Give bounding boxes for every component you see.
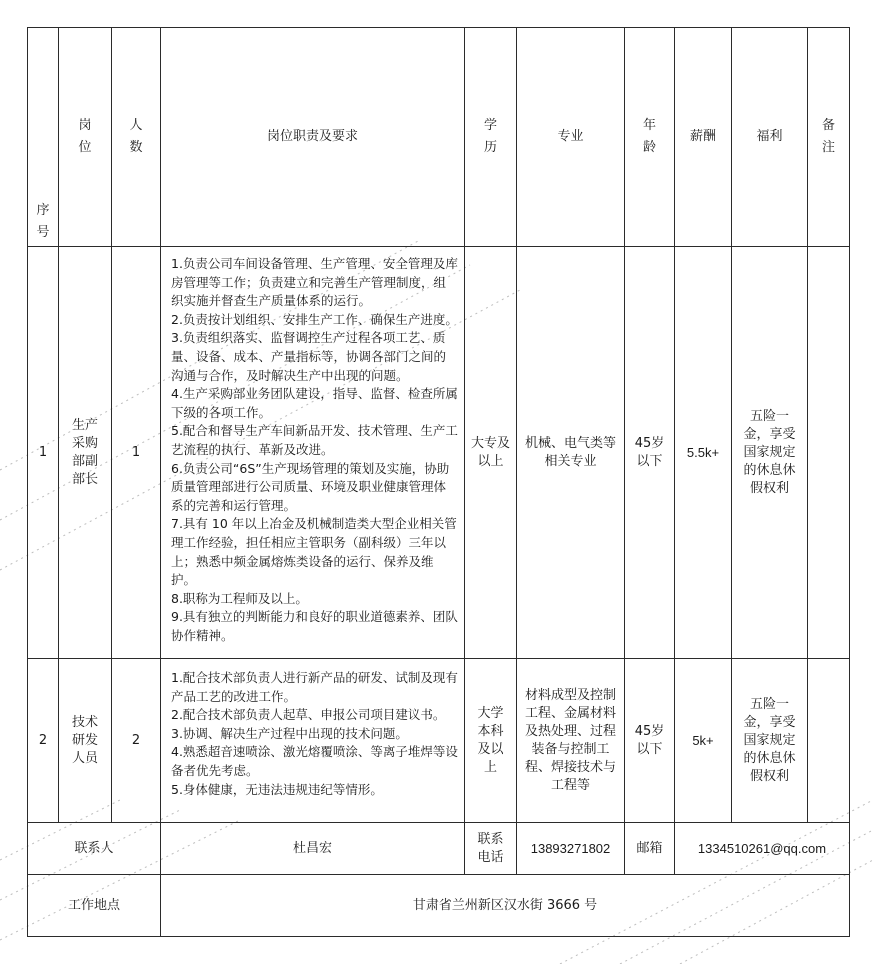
duty-line: 4.生产采购部业务团队建设，指导、监督、检查所属下级的各项工作。 — [171, 386, 458, 420]
row2-age — [625, 659, 675, 823]
row1-remarks — [808, 247, 850, 659]
row1-count: 1 — [112, 247, 161, 659]
location-row — [28, 875, 850, 937]
table-row — [28, 659, 850, 823]
header-position — [59, 28, 112, 247]
duty-line: 3.负责组织落实、监督调控生产过程各项工艺、质量、设备、成本、产量指标等，协调各部门之间的沟通与合作，及时解决生产中出现的问题。 — [171, 330, 447, 383]
row2-count: 2 — [112, 659, 161, 823]
header-major-text: 专业 — [557, 129, 584, 144]
header-benefits-text: 福利 — [756, 129, 783, 144]
row1-duties — [161, 247, 465, 659]
row2-education — [465, 659, 517, 823]
duty-line: 5.配合和督导生产车间新品开发、技术管理、生产工艺流程的执行、革新及改进。 — [171, 423, 458, 457]
row1-seq: 1 — [28, 247, 59, 659]
location-label: 工作地点 — [28, 875, 161, 937]
row1-position — [59, 247, 112, 659]
duty-line: 5.身体健康，无违法违规违纪等情形。 — [171, 781, 383, 797]
header-education — [465, 28, 517, 247]
email-label: 邮箱 — [625, 823, 675, 875]
row2-benefits — [732, 659, 808, 823]
location-address: 甘肃省兰州新区汉水街 3666 号 — [161, 875, 850, 937]
phone-number: 13893271802 — [517, 823, 625, 875]
header-count-text: 人数 — [129, 118, 143, 155]
duty-line: 1.负责公司车间设备管理、生产管理、安全管理及库房管理等工作；负责建立和完善生产管理制度，组织实施并督查生产质量体系的运行。 — [171, 256, 458, 309]
email-address: 1334510261@qq.com — [675, 823, 850, 875]
row1-education — [465, 247, 517, 659]
row1-age — [625, 247, 675, 659]
row1-age-text: 45岁以下 — [634, 435, 665, 469]
row2-age-text: 45岁以下 — [634, 723, 665, 757]
row1-benefits-text: 五险一金，享受国家规定的休息休假权利 — [743, 408, 796, 496]
contact-label: 联系人 — [28, 823, 161, 875]
duty-line: 9.具有独立的判断能力和良好的职业道德素养、团队协作精神。 — [171, 609, 458, 643]
header-row — [28, 28, 850, 247]
duty-line: 2.负责按计划组织、安排生产工作、确保生产进度。 — [171, 311, 458, 327]
header-remarks — [808, 28, 850, 247]
row1-salary: 5.5k+ — [675, 247, 732, 659]
row2-position — [59, 659, 112, 823]
duty-line: 1.配合技术部负责人进行新产品的研发、试制及现有产品工艺的改进工作。 — [171, 670, 458, 704]
contact-name: 杜昌宏 — [161, 823, 465, 875]
duty-line: 4.熟悉超音速喷涂、激光熔覆喷涂、等离子堆焊等设备者优先考虑。 — [171, 744, 458, 778]
row1-major-text: 机械、电气类等相关专业 — [524, 435, 616, 469]
header-age — [625, 28, 675, 247]
header-position-text: 岗位 — [78, 118, 92, 155]
job-table — [27, 27, 850, 937]
header-seq — [28, 28, 59, 247]
row2-seq: 2 — [28, 659, 59, 823]
header-count — [112, 28, 161, 247]
duty-line: 6.负责公司“6S”生产现场管理的策划及实施，协助质量管理部进行公司质量、环境及职业健康管理体系的完善和运行管理。 — [171, 460, 450, 513]
header-education-text: 学历 — [483, 118, 497, 155]
row2-major-text: 材料成型及控制工程、金属材料及热处理、过程装备与控制工程、焊接技术与工程等 — [524, 687, 616, 793]
phone-label — [465, 823, 517, 875]
header-salary-text: 薪酬 — [689, 129, 716, 144]
header-seq-text: 序号 — [36, 203, 50, 240]
contact-row — [28, 823, 850, 875]
phone-label-text: 联系电话 — [477, 831, 504, 865]
header-duties — [161, 28, 465, 247]
row2-major — [517, 659, 625, 823]
row1-education-text: 大专及以上 — [470, 435, 510, 469]
row1-position-text: 生产采购部副部长 — [71, 417, 98, 487]
duty-line: 2.配合技术部负责人起草、申报公司项目建议书。 — [171, 707, 446, 723]
row2-education-text: 大学本科及以上 — [477, 705, 504, 775]
header-duties-text: 岗位职责及要求 — [266, 129, 358, 144]
row2-position-text: 技术研发人员 — [71, 714, 98, 766]
header-benefits — [732, 28, 808, 247]
row2-salary: 5k+ — [675, 659, 732, 823]
duty-line: 8.职称为工程师及以上。 — [171, 590, 308, 606]
row2-benefits-text: 五险一金，享受国家规定的休息休假权利 — [743, 696, 796, 784]
table-row — [28, 247, 850, 659]
row1-major — [517, 247, 625, 659]
duty-line: 3.协调、解决生产过程中出现的技术问题。 — [171, 725, 408, 741]
row1-benefits — [732, 247, 808, 659]
row2-duties — [161, 659, 465, 823]
header-age-text: 年龄 — [642, 118, 656, 155]
duty-line: 7.具有 10 年以上冶金及机械制造类大型企业相关管理工作经验，担任相应主管职务（副科级）三年以上；熟悉中频金属熔炼类设备的运行、保养及维护。 — [171, 516, 457, 588]
header-remarks-text: 备注 — [821, 118, 835, 155]
header-major — [517, 28, 625, 247]
header-salary — [675, 28, 732, 247]
row2-remarks — [808, 659, 850, 823]
